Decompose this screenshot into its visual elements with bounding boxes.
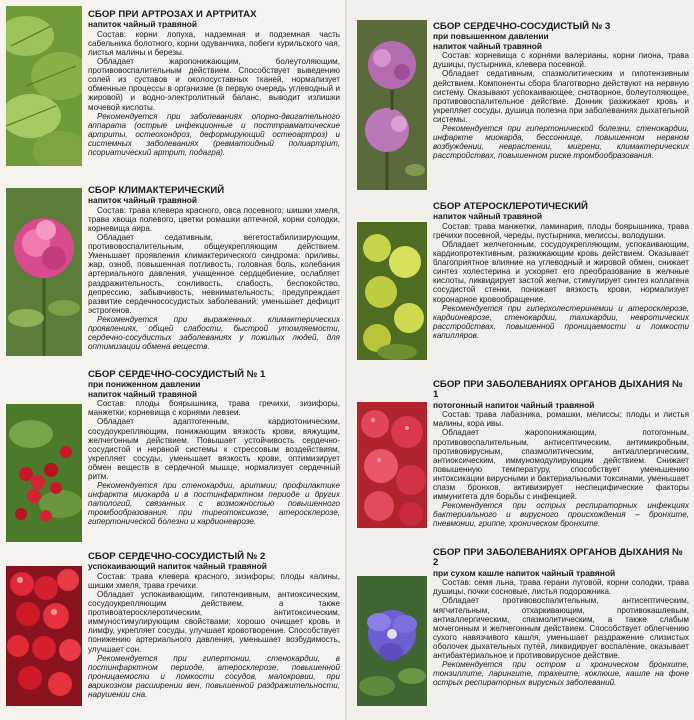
section-recommendation: Рекомендуется при гипертонической болезни, стенокардии, инфаркте миокарда, бессоннице, повышенном нервном возбуждении, неврастении, мигрени, климактерических расстройствах, повышенном риске тромбообразования. <box>433 123 689 161</box>
section-respiratory-2 <box>433 548 689 687</box>
section-title: СБОР ПРИ ЗАБОЛЕВАНИЯХ ОРГАНОВ ДЫХАНИЯ № 1 <box>433 379 683 401</box>
section-subtitle-2: напиток чайный травяной <box>433 40 543 51</box>
section-title: СБОР ПРИ АРТРОЗАХ И АРТРИТАХ <box>88 9 257 20</box>
section-recommendation: Рекомендуется при выраженных климактерических проявлениях, общей слабости, быстрой утомляемости, сердечно-сосудистых заболеваниях у пожилых людей, для оптимизации обмена веществ. <box>88 314 340 352</box>
section-composition: Состав: корни лопуха, надземная и подземная часть сабельника болотного, корни одуванчика, побеги курильского чая, листья малины и березы. <box>88 29 340 57</box>
section-recommendation: Рекомендуется при остром и хроническом бронхите, тонзиллите, ларингите, трахеите, коклюше, кашле на фоне острых респираторных вирусных заболеваний. <box>433 660 689 688</box>
section-subtitle-2: напиток чайный травяной <box>88 388 198 399</box>
section-arthrosis <box>88 10 340 157</box>
section-subtitle: успокаивающий напиток чайный травяной <box>88 561 267 572</box>
section-effect: Обладает противовоспалительным, антисептическим, мягчительным, отхаркивающим, противокашлевым, антиаллергическим, спазмолитическим, а также слабым мочегонным и желчегонным действием. Способствует облегчению сухого навязчивого кашля, уменьшает раздражение слизистых оболочек дыхательных путей, ликвидирует воспаление, оказывает антибактериальное и противовирусное действие. <box>433 596 689 660</box>
section-subtitle: при сухом кашле напиток чайный травяной <box>433 567 616 578</box>
section-effect: Обладает желчегонным, сосудоукрепляющим, успокаивающим, кардиопротективным, разжижающим кровь действием. Оказывает благоприятное влияние на углеводный и жировой обмен, снижает синтез холестерина и ускоряет его преобразование в желчные кислоты, ликвидирует застой желчи, стимулирует синтез коллагена сосудистой стенки, понижает вязкость крови, нормализует коронарное кровообращение. <box>433 240 689 304</box>
section-recommendation: Рекомендуется при гипертонии, стенокардии, в постинфарктном периоде, атеросклерозе, повышенной проницаемости и ломкости сосудов, малокровии, при варикозном расширении вен, повышенной раздражительности, нарушении сна. <box>88 653 340 700</box>
section-effect: Обладает седативным, спазмолитическим и гипотензивным действием. Компоненты сбора благотворно действуют на нервную систему. Оказывают успокаивающее, снотворное, болеутоляющее, противовоспалительное действие. Донник разжижает кровь и укрепляет сосуды, душица полезна при заболеваниях дыхательной системы. <box>433 69 689 124</box>
viburnum-berries-photo <box>6 566 82 706</box>
section-climacteric <box>88 186 340 351</box>
section-cardio-3 <box>433 22 689 160</box>
section-effect: Обладает успокаивающим, гипотензивным, антиоксическим, сосудоукрепляющим действием, а также противоатеросклеротическим, антитоксическим, иммуностимулирующим свойствами; хорошо очищает кровь и лимфу, укрепляет сосуды, улучшает кровотворение. Способствует понижению артериального давления, уменьшает возбудимость, улучшает сон. <box>88 590 340 654</box>
section-recommendation: Рекомендуется при заболеваниях опорно-двигательного аппарата (острые инфекционные и посттравматические артриты, остеохондроз, деформирующий остеоартроз) и системных заболеваниях (ревматоидный полиартрит, псориатический артрит, подагра). <box>88 111 340 158</box>
section-recommendation: Рекомендуется при гиперхолестеринемии и атеросклерозе, кардионеврозе, стенокардии, тахикардии, невротических расстройствах, повышенной проницаемости и ломкости капилляров. <box>433 303 689 340</box>
section-effect: Обладает адаптогенным, кардиотоническим, сосудоукрепляющим, понижающим вязкость крови, вяжущим, желчегонным действием. Повышает устойчивость сердечно-сосудистой и нервной системы к стрессовым воздействиям, укрепляет сосуды, уменьшает вязкость крови, оптимизирует обмен веществ в сердечной мышце, нормализует сердечный ритм. <box>88 417 340 481</box>
section-subtitle: потогонный напиток чайный травяной <box>433 399 595 410</box>
section-title: СБОР КЛИМАКТЕРИЧЕСКИЙ <box>88 185 225 196</box>
section-recommendation: Рекомендуется при острых респираторных инфекциях бактериального и вирусного происхождения – бронхите, пневмонии, гриппе, хроническом бронхите. <box>433 501 689 529</box>
section-effect: Обладает жаропонижающим, болеутоляющим, противовоспалительным действием. Способствует выведению солей из суставов и околосуставных тканей, нормализует обменные процессы в организме (в первую очередь углеводный и жировой) и водно-электролитный баланс, выводит излишки мочевой кислоты. <box>88 57 340 112</box>
burdock-leaves-photo <box>6 6 82 166</box>
section-cardio-1 <box>88 370 340 527</box>
oregano-flower-photo <box>357 20 427 190</box>
section-composition: Состав: трава клевера красного, овса посевного; шишки хмеля, трава хвоща полевого, цветки ромашки аптечной, корни солодки, корневища аира. <box>88 205 340 233</box>
lady-mantle-photo <box>357 222 427 360</box>
section-composition: Состав: корневища с корнями валерианы, корни пиона, трава душицы, пустырника, клевера посевной. <box>433 51 689 70</box>
section-title: СБОР СЕРДЕЧНО-СОСУДИСТЫЙ № 3 <box>433 21 611 32</box>
section-subtitle: напиток чайный травяной <box>88 195 198 206</box>
section-respiratory-1 <box>433 380 689 528</box>
section-title: СБОР АТЕРОСКЛЕРОТИЧЕСКИЙ <box>433 201 588 212</box>
section-subtitle: напиток чайный травяной <box>88 19 198 30</box>
section-subtitle: при повышенном давлении <box>433 31 549 42</box>
geranium-flower-photo <box>357 576 427 706</box>
section-subtitle: напиток чайный травяной <box>433 211 543 222</box>
section-composition: Состав: трава клевера красного, зизифоры; плоды калины, шишки хмеля, трава гречихи. <box>88 571 340 590</box>
section-atherosclerotic <box>433 202 689 340</box>
section-composition: Состав: трава манжетки, ламинария, плоды боярышника, трава гречихи посевной, череды, пустырника, мелиссы, володушки. <box>433 221 689 240</box>
section-title: СБОР ПРИ ЗАБОЛЕВАНИЯХ ОРГАНОВ ДЫХАНИЯ № 2 <box>433 547 683 569</box>
section-composition: Состав: трава лабазника, ромашки, мелиссы; плоды и листья малины, кора ивы. <box>433 410 689 429</box>
section-title: СБОР СЕРДЕЧНО-СОСУДИСТЫЙ № 1 <box>88 369 266 380</box>
hawthorn-berries-photo <box>6 404 82 542</box>
right-page <box>347 0 694 720</box>
raspberry-photo <box>357 402 427 528</box>
section-title: СБОР СЕРДЕЧНО-СОСУДИСТЫЙ № 2 <box>88 551 266 562</box>
section-subtitle: при пониженном давлении <box>88 379 201 390</box>
section-composition: Состав: семя льна, трава герани луговой, корни солодки, трава душицы, почки сосновые, листья подорожника. <box>433 578 689 597</box>
section-composition: Состав: плоды боярышника, трава гречихи, зизифоры, манжетки; корневища с корнями левзеи. <box>88 399 340 418</box>
section-effect: Обладает седативным, вегетостабилизирующим, противовоспалительным, общеукрепляющим действием. Уменьшает проявления климактерического синдрома: приливы, жар, озноб, повышенная потливость, головная боль, колебания артериального давления, учащенное сердцебиение, ослабляет раздражительность, сонливость, слабость, беспокойство, депрессию, забывчивость, невнимательность; предупреждает развитие сердечнососудистых заболеваний; уменьшает дефицит эстрогенов. <box>88 233 340 315</box>
clover-flower-photo <box>6 188 82 356</box>
section-cardio-2 <box>88 552 340 699</box>
section-effect: Обладает жаропонижающим, потогонным, противовоспалительным, антисептическим, антимикробным, противовирусным, спазмолитическим, антиаллергическим, антиоксическим, иммуномодулирующим действием. Снижает повышенную температуру, способствует уменьшению интоксикации вирусными и бактериальными токсинами, уменьшает спазм бронхов, активизирует неспецифические факторы иммунитета для борьбы с инфекцией. <box>433 428 689 502</box>
section-recommendation: Рекомендуется при стенокардии, аритмии; профилактике инфаркта миокарда и в постинфарктном периоде и других патологий, связанных с возможностью повышенного тромбообразования, при тиреотоксикозе, атеросклерозе, гипертонической болезни и кардионеврозе. <box>88 481 340 527</box>
